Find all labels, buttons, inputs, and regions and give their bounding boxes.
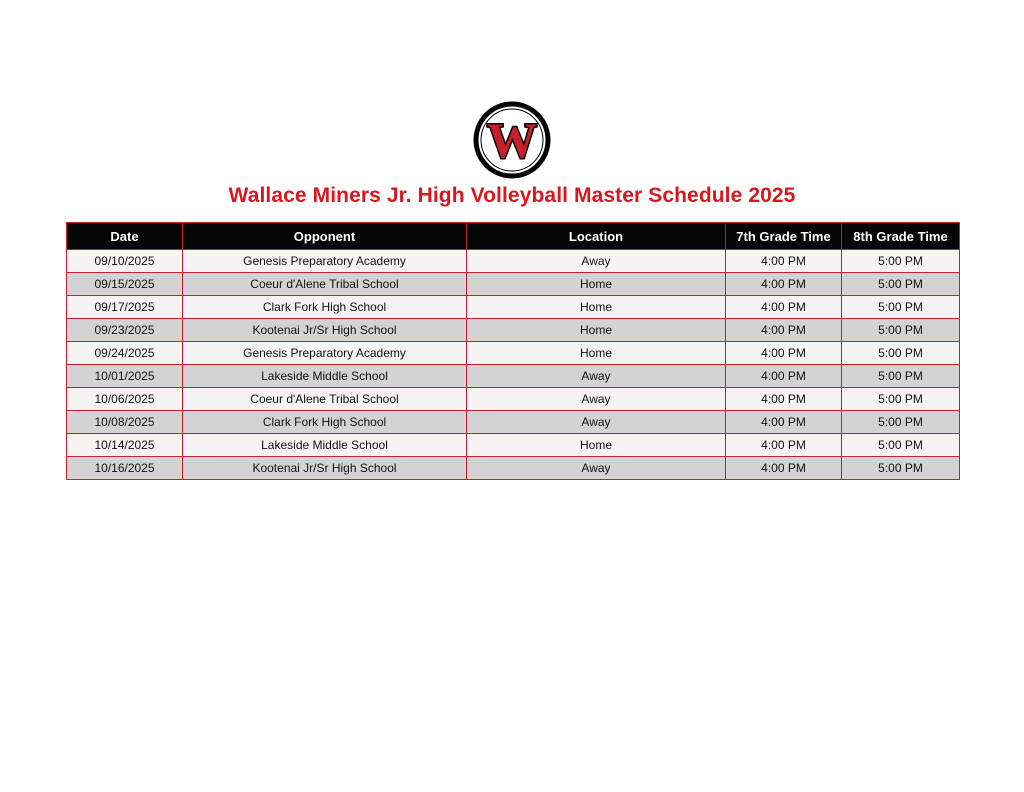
cell-8th-time: 5:00 PM (842, 273, 960, 296)
cell-location: Away (467, 457, 726, 480)
header-opponent: Opponent (183, 223, 467, 250)
cell-opponent: Clark Fork High School (183, 296, 467, 319)
cell-7th-time: 4:00 PM (726, 365, 842, 388)
table-row (67, 319, 960, 342)
table-row (67, 411, 960, 434)
wallace-w-logo-icon (473, 101, 551, 179)
cell-location: Away (467, 250, 726, 273)
cell-7th-time: 4:00 PM (726, 457, 842, 480)
cell-date: 10/14/2025 (67, 434, 183, 457)
cell-8th-time: 5:00 PM (842, 434, 960, 457)
cell-date: 10/16/2025 (67, 457, 183, 480)
cell-7th-time: 4:00 PM (726, 388, 842, 411)
cell-7th-time: 4:00 PM (726, 250, 842, 273)
cell-date: 09/17/2025 (67, 296, 183, 319)
table-row (67, 457, 960, 480)
cell-7th-time: 4:00 PM (726, 319, 842, 342)
cell-8th-time: 5:00 PM (842, 319, 960, 342)
schedule-table (66, 222, 960, 480)
cell-opponent: Genesis Preparatory Academy (183, 342, 467, 365)
cell-opponent: Coeur d'Alene Tribal School (183, 273, 467, 296)
cell-opponent: Lakeside Middle School (183, 365, 467, 388)
cell-8th-time: 5:00 PM (842, 250, 960, 273)
cell-7th-time: 4:00 PM (726, 411, 842, 434)
cell-opponent: Clark Fork High School (183, 411, 467, 434)
cell-opponent: Lakeside Middle School (183, 434, 467, 457)
cell-opponent: Kootenai Jr/Sr High School (183, 457, 467, 480)
cell-date: 09/15/2025 (67, 273, 183, 296)
cell-8th-time: 5:00 PM (842, 296, 960, 319)
cell-location: Away (467, 411, 726, 434)
cell-date: 09/10/2025 (67, 250, 183, 273)
table-row (67, 388, 960, 411)
table-row (67, 250, 960, 273)
cell-7th-time: 4:00 PM (726, 296, 842, 319)
cell-8th-time: 5:00 PM (842, 411, 960, 434)
cell-7th-time: 4:00 PM (726, 434, 842, 457)
cell-date: 09/24/2025 (67, 342, 183, 365)
table-row (67, 273, 960, 296)
cell-location: Home (467, 273, 726, 296)
cell-8th-time: 5:00 PM (842, 457, 960, 480)
cell-date: 09/23/2025 (67, 319, 183, 342)
table-row (67, 296, 960, 319)
header-row (67, 223, 960, 250)
cell-8th-time: 5:00 PM (842, 388, 960, 411)
cell-7th-time: 4:00 PM (726, 342, 842, 365)
header-7th-grade-time: 7th Grade Time (726, 223, 842, 250)
cell-8th-time: 5:00 PM (842, 342, 960, 365)
cell-opponent: Coeur d'Alene Tribal School (183, 388, 467, 411)
logo-letter: W (487, 112, 537, 168)
cell-location: Home (467, 319, 726, 342)
cell-location: Home (467, 296, 726, 319)
cell-8th-time: 5:00 PM (842, 365, 960, 388)
cell-date: 10/01/2025 (67, 365, 183, 388)
cell-date: 10/08/2025 (67, 411, 183, 434)
cell-date: 10/06/2025 (67, 388, 183, 411)
cell-location: Home (467, 434, 726, 457)
page-title: Wallace Miners Jr. High Volleyball Master Schedule 2025 (228, 184, 796, 207)
cell-opponent: Genesis Preparatory Academy (183, 250, 467, 273)
cell-location: Away (467, 388, 726, 411)
header-date: Date (67, 223, 183, 250)
cell-opponent: Kootenai Jr/Sr High School (183, 319, 467, 342)
header-8th-grade-time: 8th Grade Time (842, 223, 960, 250)
cell-7th-time: 4:00 PM (726, 273, 842, 296)
table-row (67, 342, 960, 365)
cell-location: Away (467, 365, 726, 388)
header-location: Location (467, 223, 726, 250)
table-row (67, 365, 960, 388)
cell-location: Home (467, 342, 726, 365)
table-row (67, 434, 960, 457)
